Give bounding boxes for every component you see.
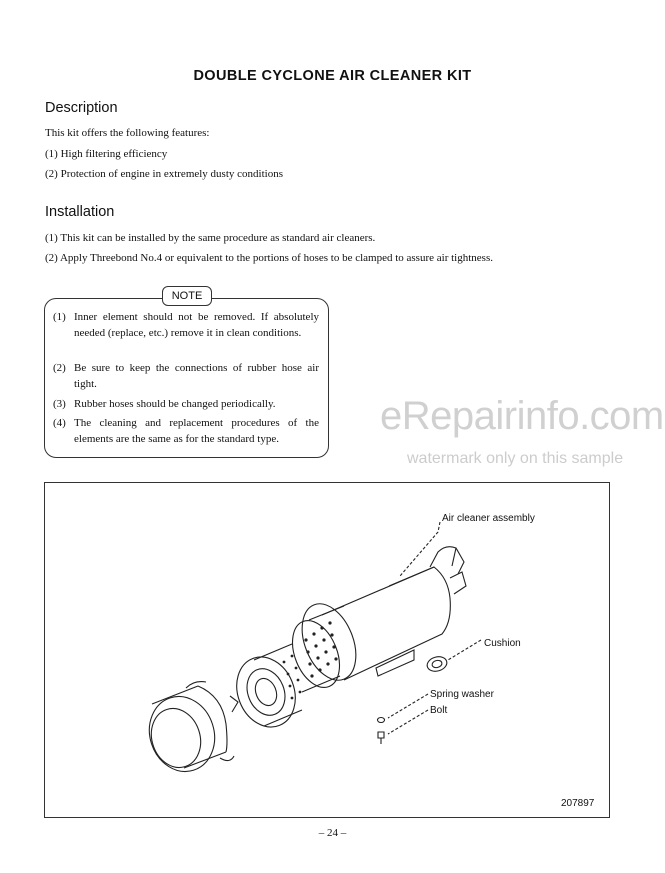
watermark-brand: eRepairinfo.com — [380, 394, 664, 438]
item-text: Protection of engine in extremely dusty conditions — [60, 168, 283, 180]
callout-spring-washer: Spring washer — [430, 689, 494, 700]
page-title: DOUBLE CYCLONE AIR CLEANER KIT — [193, 68, 472, 84]
cushion-ring — [426, 655, 449, 674]
bolt — [378, 732, 384, 744]
watermark-notice: watermark only on this sample — [407, 450, 624, 467]
front-ring — [227, 648, 306, 736]
note-label: NOTE — [162, 286, 212, 306]
item-number: (2) — [45, 252, 58, 264]
installation-heading: Installation — [45, 204, 115, 220]
note-item-4 — [53, 415, 319, 447]
item-number: (1) — [45, 232, 58, 244]
item-number: (4) — [53, 417, 66, 429]
leader-bolt — [388, 710, 428, 734]
item-text: Apply Threebond No.4 or equivalent to the portions of hoses to be clamped to assure air tightness. — [59, 252, 493, 264]
description-item-2 — [45, 167, 283, 181]
leader-air-cleaner — [400, 522, 440, 576]
element-perforations — [283, 621, 338, 699]
figure-number: 207897 — [561, 798, 595, 809]
installation-item-2 — [45, 251, 493, 265]
item-text: Be sure to keep the connections of rubber hose air tight. — [74, 362, 319, 390]
item-number: (1) — [45, 148, 58, 160]
page-number: – 24 – — [318, 827, 347, 839]
item-text: High filtering efficiency — [60, 148, 168, 160]
installation-item-1 — [45, 231, 375, 245]
note-item-1 — [53, 309, 319, 341]
end-cap — [140, 688, 224, 780]
spring-washer — [378, 718, 385, 723]
description-item-1 — [45, 147, 167, 161]
item-text: The cleaning and replacement procedures of the elements are the same as for the standard type. — [74, 417, 319, 445]
item-text: Rubber hoses should be changed periodically. — [74, 398, 276, 410]
housing-top-edge — [389, 567, 434, 586]
outlet-pipe — [450, 572, 466, 594]
item-number: (2) — [53, 362, 66, 374]
item-number: (3) — [53, 398, 66, 410]
description-heading: Description — [45, 100, 118, 116]
item-number: (1) — [53, 311, 66, 323]
item-number: (2) — [45, 168, 58, 180]
mounting-bracket — [376, 650, 414, 676]
leader-spring-washer — [388, 694, 428, 718]
air-cleaner-exploded-illustration — [44, 482, 610, 818]
callout-bolt: Bolt — [430, 705, 448, 716]
callout-cushion: Cushion — [484, 638, 521, 649]
callout-air-cleaner-assembly: Air cleaner assembly — [442, 513, 535, 524]
item-text: Inner element should not be removed. If absolutely needed (replace, etc.) remove it in clean conditions. — [74, 311, 319, 339]
outlet-duct — [430, 547, 464, 574]
item-text: This kit can be installed by the same procedure as standard air cleaners. — [60, 232, 376, 244]
leader-cushion — [448, 640, 481, 660]
description-intro: This kit offers the following features: — [45, 127, 210, 139]
note-item-3 — [53, 396, 319, 412]
note-item-2 — [53, 360, 319, 392]
